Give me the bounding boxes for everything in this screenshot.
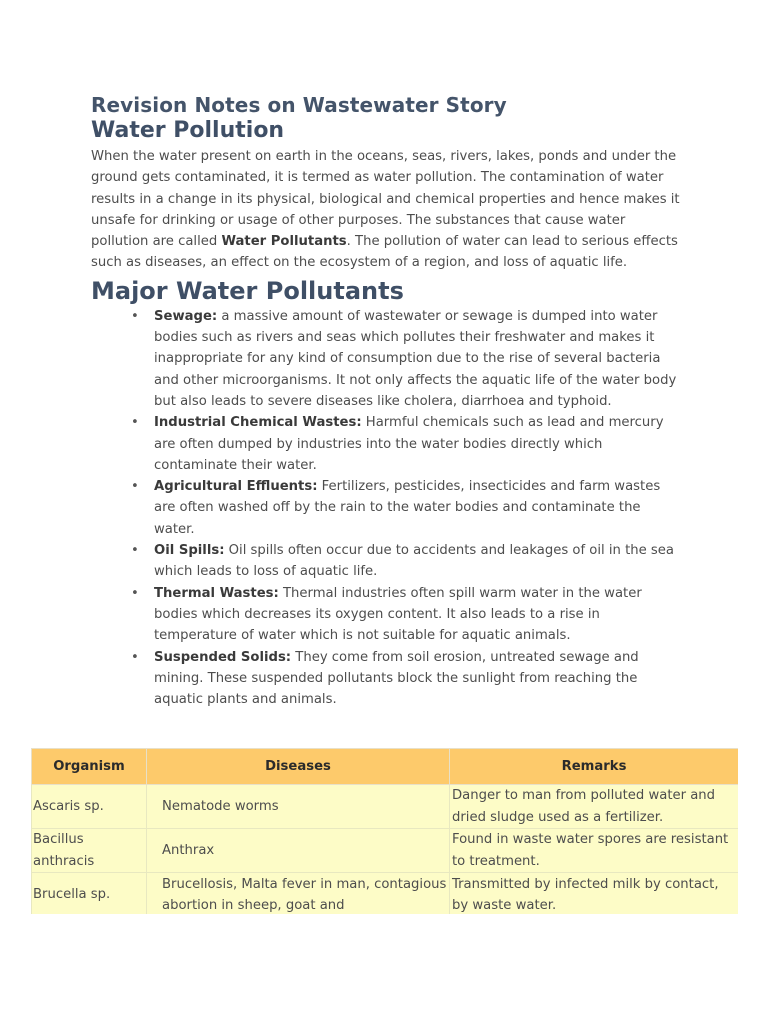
list-item-term: Sewage: <box>154 308 218 324</box>
list-item-term: Thermal Wastes: <box>154 585 279 601</box>
table-row <box>32 785 739 829</box>
list-item <box>131 412 681 476</box>
list-item-text: a massive amount of wastewater or sewage is dumped into water bodies such as rivers and seas which pollutes their freshwater and makes it inappropriate for any kind of consumption due to the rise of several bacteria and other microorganisms. It not only affects the aquatic life of the water body but also leads to severe diseases like cholera, diarrhoea and typhoid. <box>154 308 677 409</box>
list-item-text: Oil spills often occur due to accidents and leakages of oil in the sea which leads to loss of aquatic life. <box>154 543 674 580</box>
table-row <box>32 829 739 873</box>
table-cell-diseases: Brucellosis, Malta fever in man, contagious abortion in sheep, goat and <box>147 873 450 915</box>
page-title: Revision Notes on Wastewater Story <box>91 93 507 117</box>
table-cell-organism: Bacillus anthracis <box>32 829 147 873</box>
bullet-icon: • <box>131 585 139 601</box>
bullet-icon: • <box>131 308 139 324</box>
organism-table-wrapper <box>31 748 738 914</box>
bullet-icon: • <box>131 415 139 431</box>
table-cell-diseases: Nematode worms <box>147 785 450 829</box>
list-item <box>131 540 681 583</box>
intro-text-1: When the water present on earth in the oceans, seas, rivers, lakes, ponds and under the ground gets contaminated, it is termed as water pollution. The contamination of water results in a change in its physical, biological and chemical properties and hence makes it unsafe for drinking or usage of other purposes. The substances that cause water pollution are called <box>91 149 680 250</box>
table-header-row <box>32 749 739 785</box>
list-item <box>131 476 681 540</box>
intro-bold-term: Water Pollutants <box>221 234 347 250</box>
list-item <box>131 306 681 412</box>
water-pollution-heading: Water Pollution <box>91 118 285 143</box>
document-body <box>91 92 681 710</box>
column-header-remarks: Remarks <box>450 749 739 785</box>
list-item <box>131 647 681 711</box>
table-cell-organism: Ascaris sp. <box>32 785 147 829</box>
table-cell-remarks: Danger to man from polluted water and dried sludge used as a fertilizer. <box>450 785 739 829</box>
organism-table <box>31 748 738 914</box>
major-pollutants-heading: Major Water Pollutants <box>91 276 404 305</box>
list-item-text: Fertilizers, pesticides, insecticides and farm wastes are often washed off by the rain to the water bodies and contaminate the water. <box>154 479 661 537</box>
list-item <box>131 583 681 647</box>
column-header-diseases: Diseases <box>147 749 450 785</box>
table-cell-remarks: Transmitted by infected milk by contact, by waste water. <box>450 873 739 915</box>
list-item-text: They come from soil erosion, untreated sewage and mining. These suspended pollutants block the sunlight from reaching the aquatic plants and animals. <box>154 649 639 708</box>
bullet-icon: • <box>131 649 139 665</box>
list-item-term: Oil Spills: <box>154 543 225 559</box>
bullet-icon: • <box>131 479 139 495</box>
table-row <box>32 873 739 915</box>
bullet-icon: • <box>131 543 139 559</box>
table-cell-remarks: Found in waste water spores are resistant to treatment. <box>450 829 739 873</box>
table-cell-organism: Brucella sp. <box>32 873 147 915</box>
list-item-term: Agricultural Effluents: <box>154 479 318 495</box>
list-item-term: Industrial Chemical Wastes: <box>154 415 362 431</box>
list-item-text: Harmful chemicals such as lead and mercury are often dumped by industries into the water bodies directly which contaminate their water. <box>154 415 664 473</box>
column-header-organism: Organism <box>32 749 147 785</box>
intro-text-2: . The pollution of water can lead to serious effects such as diseases, an effect on the ecosystem of a region, and loss of aquatic life. <box>91 234 678 271</box>
intro-paragraph <box>91 146 681 274</box>
list-item-term: Suspended Solids: <box>154 649 292 665</box>
table-cell-diseases: Anthrax <box>147 829 450 873</box>
list-item-text: Thermal industries often spill warm water in the water bodies which decreases its oxygen content. It also leads to a rise in temperature of water which is not suitable for aquatic animals. <box>154 585 642 644</box>
pollutants-list <box>91 306 681 711</box>
